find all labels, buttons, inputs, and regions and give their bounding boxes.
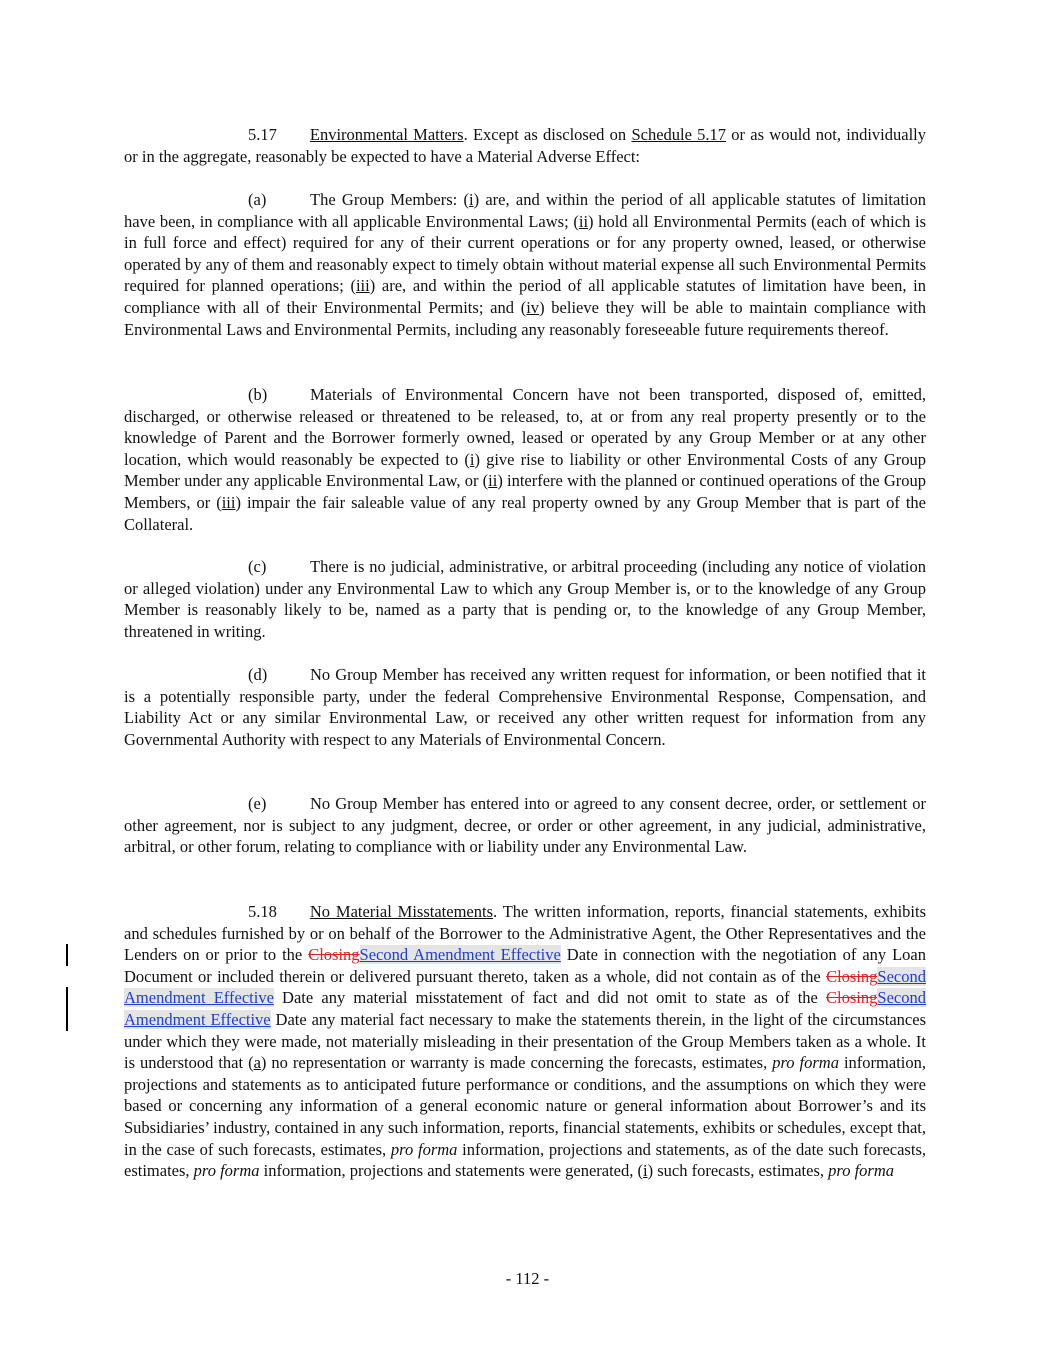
- clause-label: (c): [248, 557, 267, 576]
- clause-label: (b): [248, 385, 268, 404]
- clause-label: (e): [248, 794, 267, 813]
- section-5-18: 5.18 No Material Misstatements. The written information, reports, financial statements, exhibits and schedules furnished by or on behalf of the Borrower to the Administrative Agent, the Other Representatives and the Lenders on or prior to the ClosingSecond Amendment Effective Date in connection with the negotiation of any Loan Document or included therein or delivered pursuant thereto, taken as a whole, did not contain as of the ClosingSecond Amendment Effective Date any material misstatement of fact and did not omit to state as of the ClosingSecond Amendment Effective Date any material fact necessary to make the statements therein, in the light of the circumstances under which they were made, not materially misleading in their presentation of the Group Members taken as a whole. It is understood that (a) no representation or warranty is made concerning the forecasts, estimates, pro forma information, projections and statements as to anticipated future performance or conditions, and the assumptions on which they were based or concerning any information of a general economic nature or general information about Borrower’s and its Subsidiaries’ industry, contained in any such information, reports, financial statements, exhibits or schedules, except that, in the case of such forecasts, estimates, pro forma information, projections and statements, as of the date such forecasts, estimates, pro forma information, projections and statements were generated, (i) such forecasts, estimates, pro forma: [124, 902, 926, 1181]
- clause-b: (b) Materials of Environmental Concern have not been transported, disposed of, emitted, discharged, or otherwise released or threatened to be released, to, at or from any real property presently or to the knowledge of Parent and the Borrower formerly owned, leased or operated by any Group Member or at any other location, which would reasonably be expected to (i) give rise to liability or other Environmental Costs of any Group Member under any applicable Environmental Law, or (ii) interfere with the planned or continued operations of the Group Members, or (iii) impair the fair saleable value of any real property owned by any Group Member that is part of the Collateral.: [124, 385, 926, 534]
- section-number: 5.17: [248, 125, 277, 144]
- section-5-17: 5.17 Environmental Matters. Except as disclosed on Schedule 5.17 or as would not, individually or in the aggregate, reasonably be expected to have a Material Adverse Effect:: [124, 125, 926, 166]
- inserted-text: Second Amendment Effective: [124, 988, 926, 1029]
- change-bar: [66, 987, 68, 1031]
- clause-label: (a): [248, 190, 267, 209]
- clause-d: (d) No Group Member has received any written request for information, or been notified that it is a potentially responsible party, under the federal Comprehensive Environmental Response, Compensation, and Liability Act or any similar Environmental Law, or received any other written request for information from any Governmental Authority with respect to any Materials of Environmental Concern.: [124, 665, 926, 749]
- section-heading: Environmental Matters: [309, 125, 464, 144]
- section-number: 5.18: [248, 902, 277, 921]
- section-heading: No Material Misstatements: [309, 902, 493, 921]
- inserted-text: Second Amendment Effective: [124, 966, 926, 1008]
- clause-c: (c) There is no judicial, administrative, or arbitral proceeding (including any notice of violation or alleged violation) under any Environmental Law to which any Group Member is, or to the knowledge of any Group Member is reasonably likely to be, named as a party that is pending or, to the knowledge of any Group Member, threatened in writing.: [124, 557, 926, 641]
- deleted-text: Closing: [826, 966, 878, 986]
- clause-label: (d): [248, 665, 268, 684]
- deleted-text: Closing: [308, 945, 360, 965]
- inserted-text: Second Amendment Effective: [359, 945, 561, 965]
- page-number: - 112 -: [505, 1269, 550, 1288]
- schedule-reference: Schedule 5.17: [631, 125, 727, 144]
- clause-a: (a) The Group Members: (i) are, and within the period of all applicable statutes of limitation have been, in compliance with all applicable Environmental Laws; (ii) hold all Environmental Permits (each of which is in full force and effect) required for any of their current operations or for any property owned, leased, or otherwise operated by any of them and reasonably expect to timely obtain without material expense all such Environmental Permits required for planned operations; (iii) are, and within the period of all applicable statutes of limitation have been, in compliance with all of their Environmental Permits; and (iv) believe they will be able to maintain compliance with Environmental Laws and Environmental Permits, including any reasonably foreseeable future requirements thereof.: [124, 190, 927, 339]
- change-bar: [66, 944, 68, 966]
- deleted-text: Closing: [826, 988, 878, 1008]
- clause-e: (e) No Group Member has entered into or agreed to any consent decree, order, or settlement or other agreement, nor is subject to any judgment, decree, or order or other agreement, in any judicial, administrative, arbitral, or other forum, relating to compliance with or liability under any Environmental Law.: [124, 794, 926, 857]
